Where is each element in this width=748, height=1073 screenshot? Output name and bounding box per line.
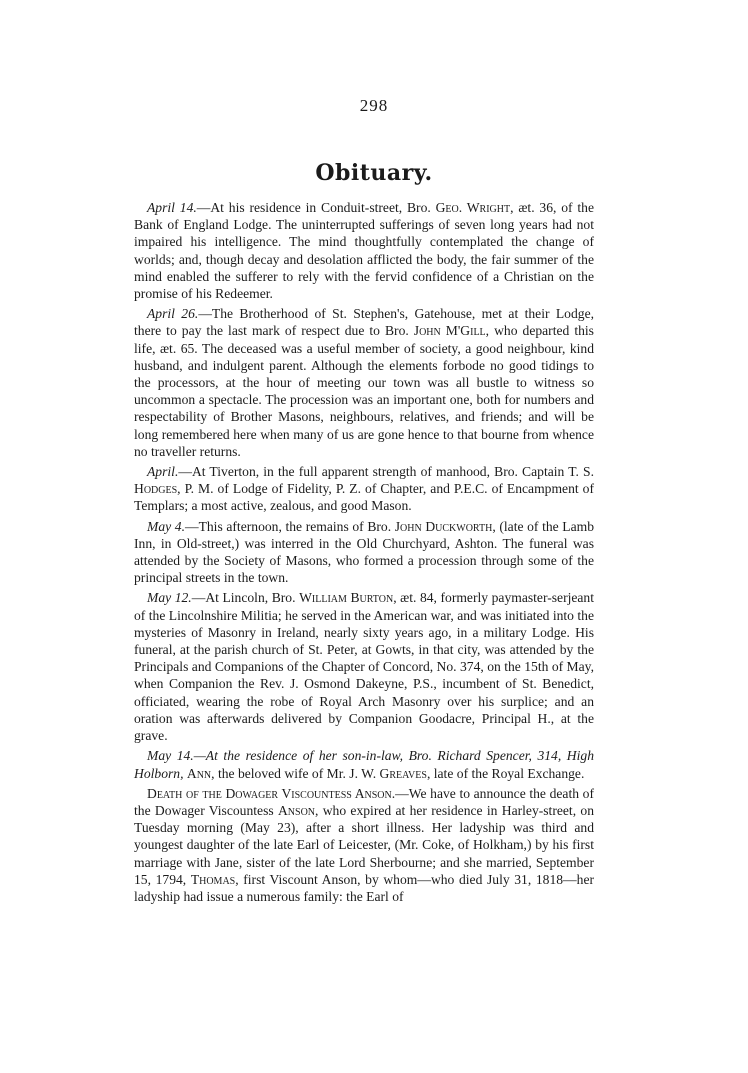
entry-title: Death of the Dowager Viscountess Anson. <box>147 785 396 801</box>
entry-name: John Duckworth <box>394 518 493 534</box>
entry-name: Thomas <box>190 871 236 887</box>
obituary-entry <box>134 463 594 515</box>
obituary-entry <box>134 305 594 460</box>
page-number: 298 <box>359 96 389 115</box>
entry-name: Anson <box>277 802 316 818</box>
entry-text: —This afternoon, the remains of Bro. <box>184 518 395 534</box>
entry-text: , æt. 84, formerly paymaster-serjeant of the Lincolnshire Militia; he served in the American war, and was initiated into the mysteries of Masonry in Ireland, nearly sixty years ago, in a military Lodge. His funeral, at the parish church of St. Peter, at Gowts, in that city, was attended by the Principals and Companions of the Chapter of Concord, No. 374, on the 15th of May, when Companion the Rev. J. Osmond Dakeyne, P.S., incumbent of St. Benedict, officiated, wearing the robe of Royal Arch Masonry over his surplice; and an oration was afterwards delivered by Companion Goodacre, Principal H., at the grave. <box>134 590 595 744</box>
obituary-entry <box>134 747 594 781</box>
entry-name: John M'Gill <box>413 323 486 339</box>
entry-text: , æt. 36, of the Bank of England Lodge. The uninterrupted sufferings of seven long years had not impaired his intelligence. The mind thoughtfully contemplated the change of worlds; and, though decay and desolation afflicted the body, the fair summer of the mind enabled the sufferer to rely with the fervid confidence of a Christian on the promise of his Redeemer. <box>134 200 594 302</box>
entry-text: —At the residence of her son-in-law, Bro. Richard Spencer, 314, High Holborn, <box>134 748 594 781</box>
obituary-entry <box>134 518 594 587</box>
entry-text: , the beloved wife of Mr. J. W. <box>211 765 380 781</box>
entry-date: May 14. <box>147 748 194 764</box>
obituary-body <box>134 199 594 908</box>
entry-date: May 12. <box>147 590 192 606</box>
entry-text: , (late of the Lamb Inn, in Old-street,) was interred in the Old Churchyard, Ashton. The funeral was attended by the Society of Masons, who formed a procession through some of the principal streets in the town. <box>134 518 595 586</box>
entry-name: Greaves <box>379 765 427 781</box>
entry-text: , who departed this life, æt. 65. The deceased was a useful member of society, a good neighbour, kind husband, and indulgent parent. Although the elements forbode no good tidings to the processors, at the hour of meeting our town was all bustle to witness so uncommon a spectacle. The procession was an important one, both for numbers and respectability of Brother Masons, neighbours, relatives, and friends; and will be long remembered here when many of us are gone hence to that bourne from whence no traveller returns. <box>134 323 594 459</box>
entry-text: , P. M. of Lodge of Fidelity, P. Z. of Chapter, and P.E.C. of Encampment of Templars; a most active, zealous, and good Mason. <box>134 481 594 514</box>
entry-text: , who expired at her residence in Harley-street, on Tuesday morning (May 23), after a short illness. Her ladyship was third and youngest daughter of the late Earl of Leicester, (Mr. Coke, of Holkham,) by his first marriage with Jane, sister of the late Lord Sherbourne; and she married, September 15, 1794, <box>134 802 594 887</box>
entry-name: Ann <box>186 765 212 781</box>
entry-text: —The Brotherhood of St. Stephen's, Gatehouse, met at their Lodge, there to pay the last mark of respect due to Bro. <box>134 306 594 339</box>
page-heading: Obituary. <box>315 160 433 186</box>
entry-name: Geo. Wright <box>435 200 511 215</box>
obituary-entry <box>134 589 594 744</box>
obituary-entry <box>134 199 594 302</box>
entry-name: William Burton <box>299 590 394 606</box>
entry-text: —At Tiverton, in the full apparent strength of manhood, Bro. Captain T. S. <box>178 464 594 480</box>
obituary-entry <box>134 785 594 905</box>
entry-text: , late of the Royal Exchange. <box>426 765 585 781</box>
entry-text: —At his residence in Conduit-street, Bro. <box>196 200 436 215</box>
entry-date: April 14. <box>147 200 197 215</box>
entry-date: May 4. <box>147 518 185 534</box>
entry-text: , first Viscount Anson, by whom—who died July 31, 1818—her ladyship had issue a numerous family: the Earl of <box>134 871 595 904</box>
entry-name: Hodges <box>134 481 178 497</box>
entry-date: April. <box>147 464 179 480</box>
entry-date: April 26. <box>147 306 199 322</box>
entry-text: —We have to announce the death of the Dowager Viscountess <box>134 785 594 818</box>
entry-text: —At Lincoln, Bro. <box>191 590 300 606</box>
